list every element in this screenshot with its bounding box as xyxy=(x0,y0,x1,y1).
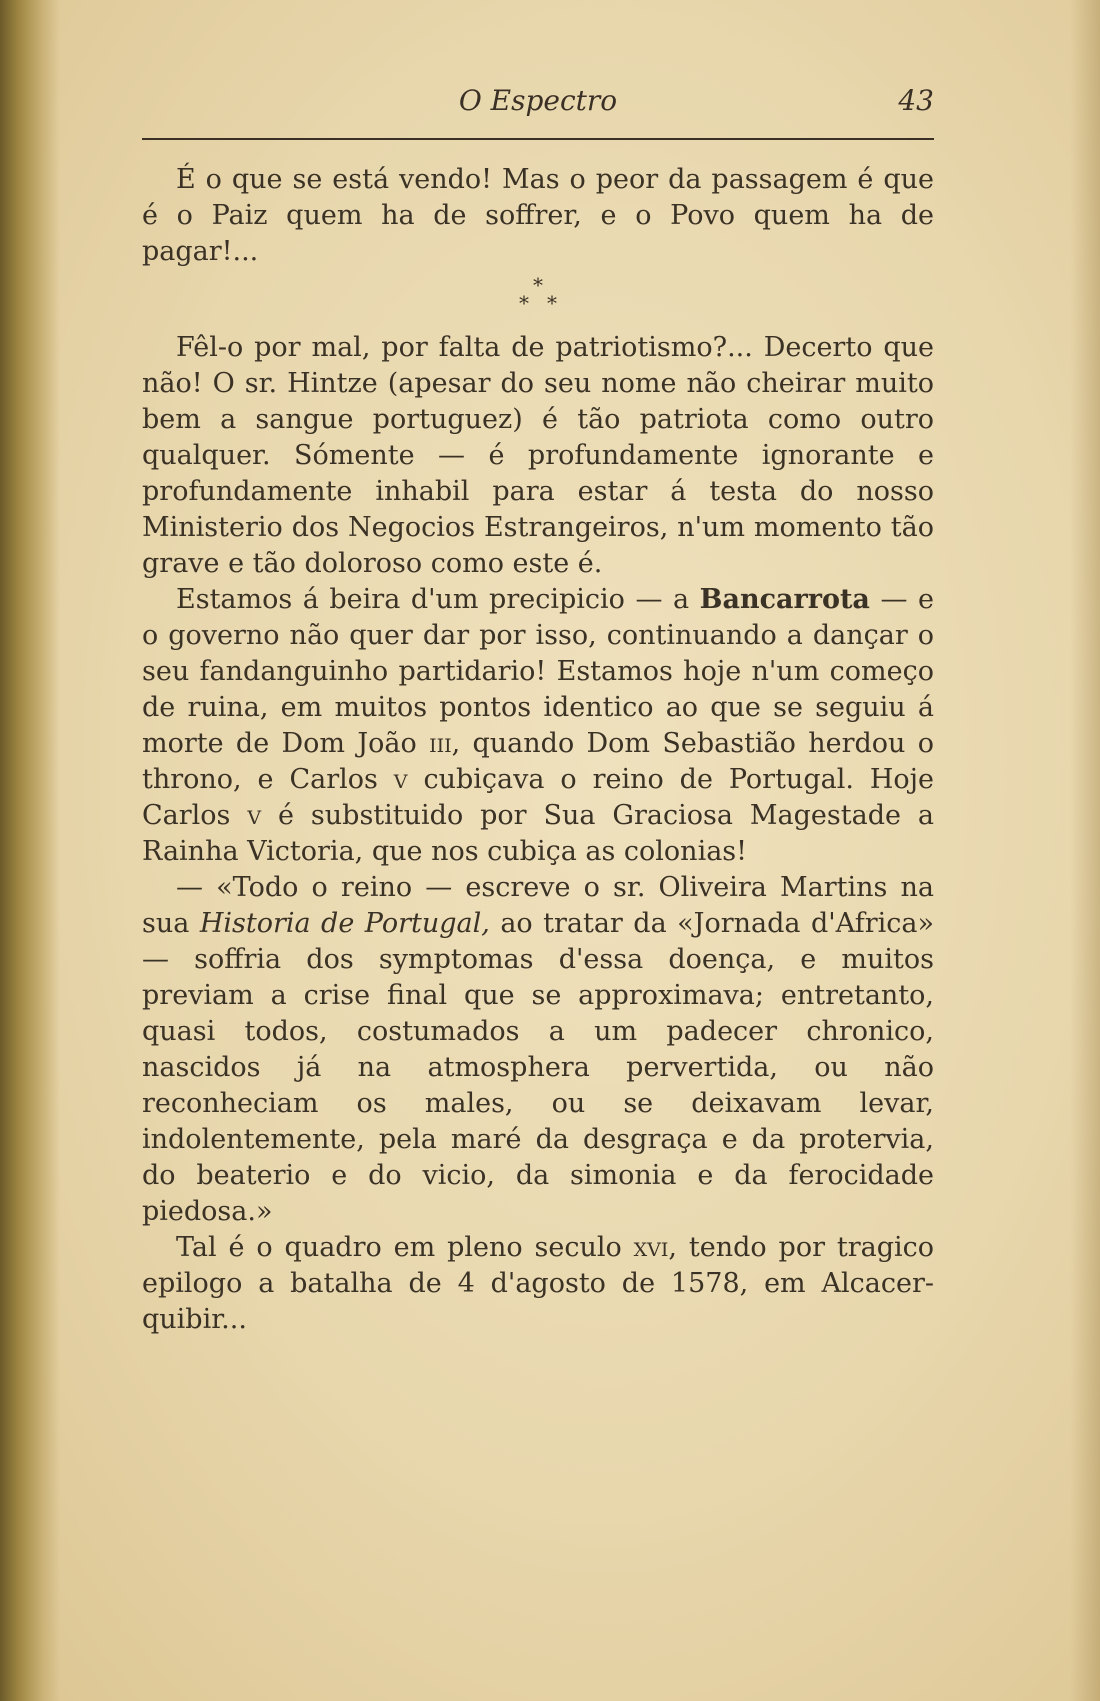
paragraph-4 xyxy=(142,870,934,1230)
paragraph-5-text-a: Tal é o quadro em pleno seculo xyxy=(176,1232,634,1263)
asterism-bottom: ** xyxy=(519,291,575,315)
paragraph-3-text-c: , quando Dom Sebastião herdou o throno, e Carlos xyxy=(142,728,934,795)
page-edge-shadow xyxy=(1070,0,1100,1701)
paragraph-1: É o que se está vendo! Mas o peor da passagem é que é o Paiz quem ha de soffrer, e o Povo quem ha de pagar!... xyxy=(142,164,934,267)
roman-numeral-iii: iii xyxy=(429,728,452,759)
header-rule xyxy=(142,138,934,140)
asterism xyxy=(142,273,934,315)
roman-numeral-v-2: v xyxy=(247,800,262,831)
paragraph-5 xyxy=(142,1230,934,1338)
paragraph-4-text-b: ao tratar da «Jornada d'Africa» — soffria dos symptomas d'essa doença, e muitos previam a crise final que se approximava; entretanto, quasi todos, costumados a um padecer chronico, nascidos já na atmosphera pervertida, ou não reconheciam os males, ou se deixavam levar, indolentemente, pela maré da desgraça e da protervia, do beaterio e do vicio, da simonia e da ferocidade piedosa.» xyxy=(142,908,934,1227)
page-number: 43 xyxy=(898,84,934,117)
roman-numeral-xvi: xvi xyxy=(633,1232,669,1263)
page-spine-shadow xyxy=(0,0,60,1701)
paragraph-3-text-d: cubiçava o reino de Portugal. Hoje Carlos xyxy=(142,764,934,831)
page-header xyxy=(142,78,934,128)
asterism-top: * xyxy=(533,273,543,297)
running-title: O Espectro xyxy=(458,84,618,117)
paragraph-2: Fêl-o por mal, por falta de patriotismo?... Decerto que não! O sr. Hintze (apesar do seu nome não cheirar muito bem a sangue portuguez) é tão patriota como outro qualquer. Sómente — é profundamente ignorante e profundamente inhabil para estar á testa do nosso Ministerio dos Negocios Estrangeiros, n'um momento tão grave e tão doloroso como este é. xyxy=(142,332,934,579)
roman-numeral-v-1: v xyxy=(393,764,408,795)
paragraph-3-text-b: — e o governo não quer dar por isso, continuando a dançar o seu fandanguinho partidario! Estamos hoje n'um começo de ruina, em muitos pontos identico ao que se seguiu á morte de Dom João xyxy=(142,584,934,759)
paragraph-3-text-e: é substituido por Sua Graciosa Magestade a Rainha Victoria, que nos cubiça as colonias! xyxy=(142,800,934,867)
body-text xyxy=(142,162,934,1338)
paragraph-5-text-b: , tendo por tragico epilogo a batalha de 4 d'agosto de 1578, em Alcacer-quibir... xyxy=(142,1232,935,1335)
paragraph-3 xyxy=(142,582,934,870)
paragraph-4-text-a: — «Todo o reino — escreve o sr. Oliveira Martins na sua xyxy=(142,872,934,939)
book-title-historia: Historia de Portugal, xyxy=(199,908,490,939)
bancarrota-term: Bancarrota xyxy=(699,584,870,615)
paragraph-3-text-a: Estamos á beira d'um precipicio — a xyxy=(176,584,700,615)
